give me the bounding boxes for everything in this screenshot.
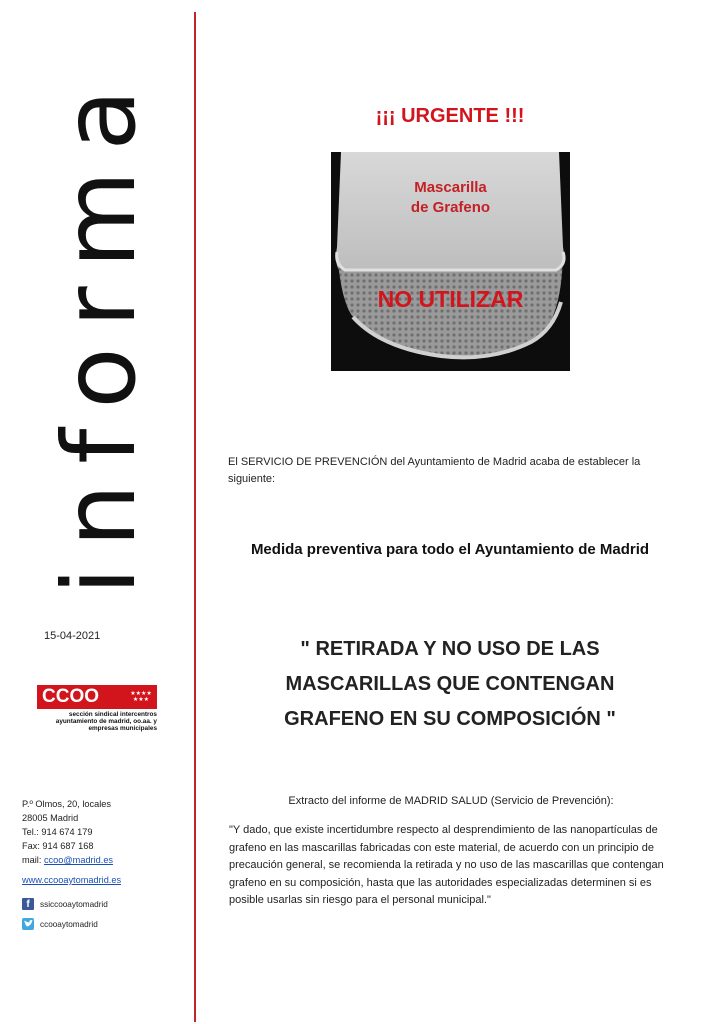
website — [22, 875, 121, 885]
twitter-handle: ccooaytomadrid — [40, 919, 98, 929]
stars-icon: ★★★★ ★★★ — [130, 691, 152, 703]
mail-label: mail: — [22, 855, 44, 865]
twitter-icon — [22, 918, 34, 930]
website-link[interactable]: www.ccooaytomadrid.es — [22, 875, 122, 885]
facebook-item[interactable] — [22, 896, 108, 912]
intro-text: El SERVICIO DE PREVENCIÓN del Ayuntamiento de Madrid acaba de establecer la siguiente: — [228, 456, 641, 485]
social-links — [22, 896, 108, 936]
photo-label — [331, 178, 570, 218]
quote-text: "Y dado, que existe incertidumbre respecto al desprendimiento de las nanopartículas de grafeno en las mascarillas fabricadas con este material, de acuerdo con un principio de precaución general, se recomienda la retirada y no uso de las mascarillas que contengan grafeno en su composición, hasta que las autoridades especializadas determinen si es posible usarlas sin riesgo para el personal municipal." — [229, 824, 664, 906]
logo-box — [37, 685, 157, 709]
logo-subtitle: sección sindical intercentros ayuntamiento de madrid, oo.aa. y empresas municipales — [55, 711, 157, 732]
facebook-handle: ssiccooaytomadrid — [40, 899, 108, 909]
urgent-heading: ¡¡¡ URGENTE !!! — [375, 105, 525, 127]
facebook-icon: f — [22, 898, 34, 910]
photo-label-line1: Mascarilla — [414, 179, 487, 196]
photo-label-line2: de Grafeno — [410, 199, 491, 216]
photo-warning: NO UTILIZAR — [377, 286, 524, 312]
address-block — [22, 797, 113, 867]
document-date: 15-04-2021 — [44, 630, 101, 642]
ccoo-logo — [37, 685, 157, 732]
mail-line — [22, 853, 113, 867]
measure-heading: Medida preventiva para todo el Ayuntamiento de Madrid — [250, 541, 650, 558]
extract-caption: Extracto del informe de MADRID SALUD (Servicio de Prevención): — [288, 795, 614, 807]
mask-photo — [331, 152, 570, 371]
email-link[interactable]: ccoo@madrid.es — [43, 855, 114, 865]
divider-line — [194, 12, 196, 1022]
phone: Tel.: 914 674 179 — [22, 827, 93, 837]
address-line1: P.º Olmos, 20, locales — [22, 799, 111, 809]
vertical-title: informa — [41, 69, 158, 595]
fax: Fax: 914 687 168 — [22, 841, 94, 851]
logo-name: CCOO — [42, 686, 99, 707]
address-line2: 28005 Madrid — [22, 813, 79, 823]
twitter-item[interactable] — [22, 916, 108, 932]
main-headline: " RETIRADA Y NO USO DE LAS MASCARILLAS QUE CONTENGAN GRAFENO EN SU COMPOSICIÓN " — [284, 638, 616, 730]
